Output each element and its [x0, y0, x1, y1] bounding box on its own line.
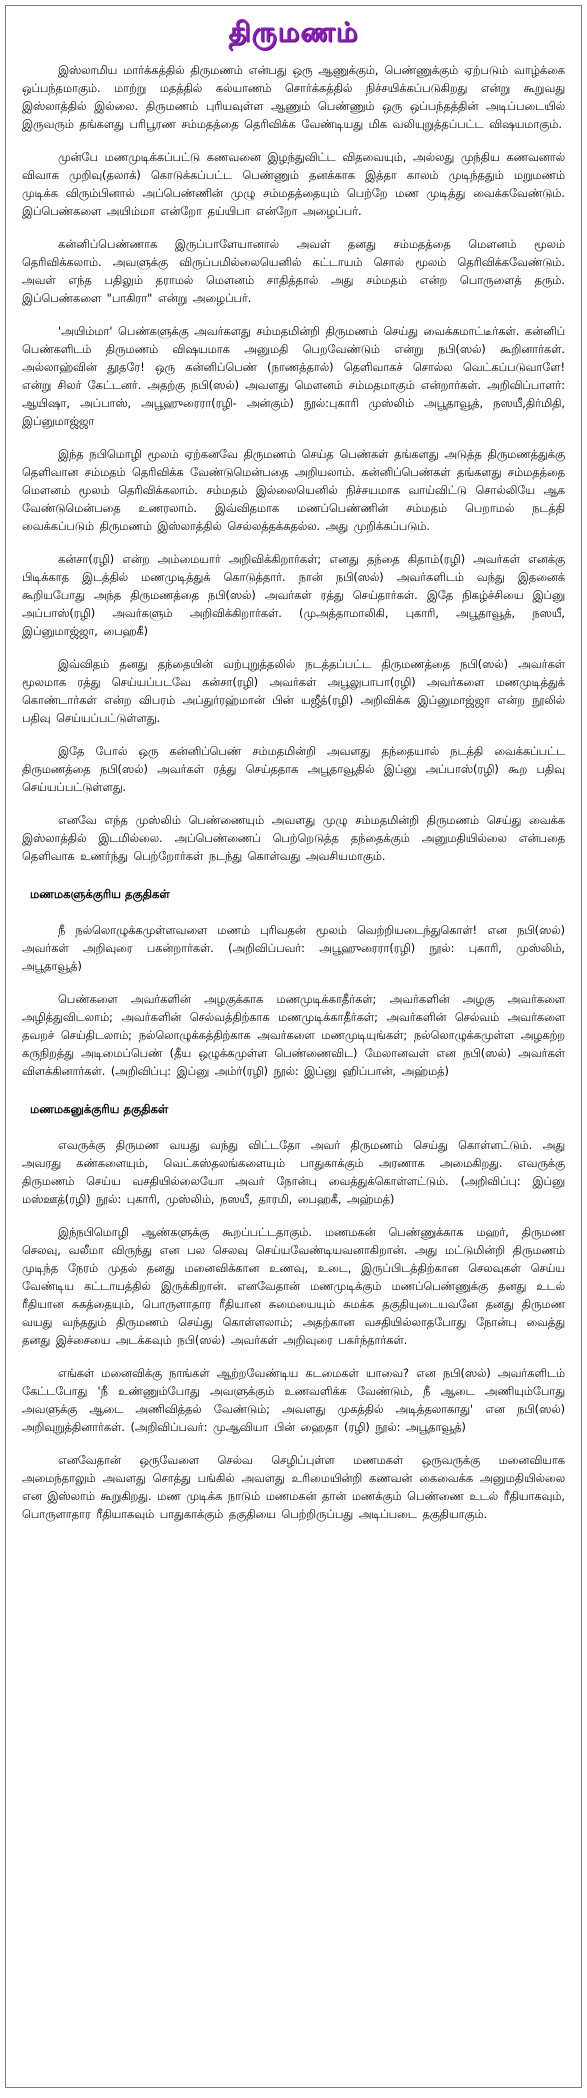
paragraph: பெண்களை அவர்களின் அழகுக்காக மணமுடிக்காதீர்கள்; அவர்களின் அழகு அவர்களை அழித்துவிடலாம்; அவர்களின் செல்வத்திற்காக மணமுடிக்காதீர்கள்; அவர்களின் செல்வம் அவர்களை தவறச் செய்திடலாம்; நல்லொழுக்கத்திற்காக அவர்களை மணமுடியுங்கள்; நல்லொழுக்கமுள்ள அழகற்ற கருநிறத்து அடிமைப்பெண் (தீய ஒழுக்கமுள்ள பெண்ணைவிட) மேலானவள் என நபி(ஸல்) அவர்கள் விளக்கினார்கள். (அறிவிப்பு: இப்னு அம்ர்(ரழி) நூல்: இப்னு ஹிப்பான், அஹ்மத்)	[22, 993, 565, 1078]
paragraph: கன்சா(ரழி) என்ற அம்மையார் அறிவிக்கிறார்கள்; எனது தந்தை கிதாம்(ரழி) அவர்கள் எனக்கு பிடிக்காத இடத்தில் மணமுடித்துக் கொடுத்தார். நான் நபி(ஸல்) அவர்களிடம் வந்து இதனைக் கூறியபோது அந்த திருமணத்தை நபி(ஸல்) அவர்கள் ரத்து செய்தார்கள். இதே நிகழ்ச்சியை இப்னு அப்பாஸ்(ரழி) அவர்களும் அறிவிக்கிறார்கள். (முஅத்தாமாலிகி, புகாரி, அபூதாவூத், நஸயீ, இப்னுமாஜ்ஜா, பைஹகீ)	[22, 553, 565, 638]
paragraph: கன்னிப்பெண்ணாக இருப்பாளேயானால் அவள் தனது சம்மதத்தை மௌனம் மூலம் தெரிவிக்கலாம். அவளுக்கு விருப்பமில்லையெனில் கட்டாயம் சொல் மூலம் தெரிவிக்கவேண்டும். அவள் எந்த பதிலும் தராமல் மௌனம் சாதித்தால் அது சம்மதம் என்ற பொருளைத் தரும். இப்பெண்களை "பாகிரா" என்று அழைப்பர்.	[22, 238, 565, 305]
section-intro	[22, 62, 565, 866]
page-title: திருமணம்	[228, 17, 359, 48]
section-heading: மணமகளுக்குரிய தகுதிகள்	[30, 887, 170, 901]
paragraph: எவருக்கு திருமண வயது வந்து விட்டதோ அவர் திருமணம் செய்து கொள்ளட்டும். அது அவரது கண்களையும், வெட்கஸ்தலங்களையும் பாதுகாக்கும் அரணாக அமைகிறது. எவருக்கு திருமணம் செய்ய வசதியில்லையோ அவர் நோன்பு வைத்துக்கொள்ளட்டும். (அறிவிப்பு: இப்னு மஸ்ஊத்(ரழி) நூல்: புகாரி, முஸ்லிம், நஸயீ, தாரமி, பைஹகீ, அஹ்மத்)	[22, 1139, 565, 1206]
paragraph: 'அயிம்மா' பெண்களுக்கு அவர்களது சம்மதமின்றி திருமணம் செய்து வைக்கமாட்டீர்கள். கன்னிப் பெண்களிடம் திருமணம் விஷயமாக அனுமதி பெறவேண்டும் என்று நபி(ஸல்) கூறினார்கள். அல்லாஹ்வின் தூதரே! ஒரு கன்னிப்பெண் (நாணத்தால்) தெளிவாகச் சொல்ல வெட்கப்படுவாளே! என்று சிலர் கேட்டனர். அதற்கு நபி(ஸல்) அவளது மௌனம் சம்மதமாகும் என்றார்கள். அறிவிப்பாளர்: ஆயிஷா, அப்பாஸ், அபூஹுரைரா(ரழி- அன்கும்) நூல்:புகாரி முஸ்லிம் அபூதாவூத், நஸயீ,திர்மிதி, இப்னுமாஜ்ஜா	[22, 325, 565, 428]
paragraph: எனவேதான் ஒருவேளை செல்வ செழிப்புள்ள மணமகள் ஒருவருக்கு மனைவியாக அமைந்தாலும் அவளது சொத்து பங்கில் அவளது உரிமையின்றி கணவன் கைவைக்க அனுமதியில்லை என இஸ்லாம் கூறுகிறது. மண முடிக்க நாடும் மணமகன் தான் மணக்கும் பெண்ணை உடல் ரீதியாகவும், பொருளாதார ரீதியாகவும் பாதுகாக்கும் தகுதியை பெற்றிருப்பது அடிப்படை தகுதியாகும்.	[22, 1454, 566, 1521]
section-groom-qualifications	[22, 1100, 565, 1524]
paragraph: இந்நபிமொழி ஆண்களுக்கு கூறப்பட்டதாகும். மணமகன் பெண்ணுக்காக மஹர், திருமண செலவு, வலீமா விருந்து என பல செலவு செய்யவேண்டியவனாகிறான். அது மட்டுமின்றி திருமணம் முடிந்த நேரம் முதல் தனது மனைவிக்கான உணவு, உடை, இருப்பிடத்திற்கான செலவுகள் செய்ய வேண்டிய கட்டாயத்தில் இருக்கிறான். எனவேதான் மணமுடிக்கும் மணப்பெண்ணுக்கு தனது உடல் ரீதியான சுகத்தையும், பொருளாதார ரீதியான சுமையையும் சுமக்க தகுதியுடையவனே தனது திருமண வயது வந்ததும் திருமணம் செய்து கொள்ளலாம்; அதற்கான வசதியில்லாதபோது நோன்பு வைத்து தனது இச்சையை அடக்கவும் நபி(ஸல்) அவர்கள் அறிவுரை பகர்ந்தார்கள்.	[22, 1226, 565, 1347]
section-bride-qualifications	[22, 885, 565, 1081]
paragraph: முன்பே மணமுடிக்கப்பட்டு கணவனை இழந்துவிட்ட விதவையும், அல்லது முந்திய கணவனால் விவாக முறிவு(தலாக்) கொடுக்கப்பட்ட பெண்ணும் தனக்காக இத்தா காலம் முடிந்ததும் மறுமணம் முடிக்க விரும்பினால் அப்பெண்ணின் முழு சம்மதத்தையும் பெற்றே மண முடித்து வைக்கவேண்டும். இப்பெண்களை அயிம்மா என்றோ தய்யிபா என்றோ அழைப்பர்.	[22, 151, 565, 218]
paragraph: எங்கள் மனைவிக்கு நாங்கள் ஆற்றவேண்டிய கடமைகள் யாவை? என நபி(ஸல்) அவர்களிடம் கேட்டபோது 'நீ உண்ணும்போது அவளுக்கும் உணவளிக்க வேண்டும், நீ ஆடை அணியும்போது அவளுக்கு ஆடை அணிவித்தல் வேண்டும்; அவளது முகத்தில் அடித்தலாகாது' என நபி(ஸல்) அறிவுறுத்தினார்கள். (அறிவிப்பவர்: முஆவியா பின் ஹைதா (ரழி) நூல்: அபூதாவூத்)	[22, 1367, 565, 1434]
paragraph: இதே போல் ஒரு கன்னிப்பெண் சம்மதமின்றி அவளது தந்தையால் நடத்தி வைக்கப்பட்ட திருமணத்தை நபி(ஸல்) அவர்கள் ரத்து செய்ததாக அபூதாவூதில் இப்னு அப்பாஸ்(ரழி) கூற பதிவு செய்யப்பட்டுள்ளது.	[22, 745, 565, 794]
article-page	[5, 5, 582, 2088]
paragraph: நீ நல்லொழுக்கமுள்ளவளை மணம் புரிவதன் மூலம் வெற்றியடைந்துகொள்! என நபி(ஸல்) அவர்கள் அறிவுரை பகன்றார்கள். (அறிவிப்பவர்: அபூஹுரைரா(ரழி) நூல்: புகாரி, முஸ்லிம், அபூதாவூத்)	[22, 924, 565, 973]
paragraph: இவ்விதம் தனது தந்தையின் வற்புறுத்தலில் நடத்தப்பட்ட திருமணத்தை நபி(ஸல்) அவர்கள் மூலமாக ரத்து செய்யப்படவே கன்சா(ரழி) அவர்கள் அபூலுபாபா(ரழி) அவர்களை மணமுடித்துக் கொண்டார்கள் என்ற விபரம் அப்துர்ரஹ்மான் பின் யஜீத்(ரழி) அறிவிக்க இப்னுமாஜ்ஜா என்ற நூலில் பதிவு செய்யப்பட்டுள்ளது.	[22, 658, 565, 725]
paragraph: இஸ்லாமிய மார்க்கத்தில் திருமணம் என்பது ஒரு ஆணுக்கும், பெண்ணுக்கும் ஏற்படும் வாழ்க்கை ஒப்பந்தமாகும். மாற்று மதத்தில் கல்யாணம் சொர்க்கத்தில் நிச்சயிக்கப்படுகிறது என்று கூறுவது இஸ்லாத்தில் இல்லை. திருமணம் புரியவுள்ள ஆணும் பெண்ணும் ஒரு ஒப்பந்தத்தின் அடிப்படையில் இருவரும் தங்களது பரிபூரண சம்மதத்தை தெரிவிக்க வேண்டியது மிக வலியுறுத்தப்பட்ட விஷயமாகும்.	[22, 64, 565, 131]
section-heading: மணமகனுக்குரிய தகுதிகள்	[30, 1102, 169, 1116]
paragraph: எனவே எந்த முஸ்லிம் பெண்ணையும் அவளது முழு சம்மதமின்றி திருமணம் செய்து வைக்க இஸ்லாத்தில் இடமில்லை. அப்பெண்ணைப் பெற்றெடுத்த தந்தைக்கும் அனுமதியில்லை என்பதை தெளிவாக உணர்ந்து பெற்றோர்கள் நடந்து கொள்வது அவசியமாகும்.	[22, 814, 565, 863]
paragraph: இந்த நபிமொழி மூலம் ஏற்கனவே திருமணம் செய்த பெண்கள் தங்களது அடுத்த திருமணத்துக்கு தெளிவான சம்மதம் தெரிவிக்க வேண்டுமென்பதை அறியலாம். கன்னிப்பெண்கள் தங்களது சம்மதத்தை மௌனம் மூலம் தெரிவிக்கலாம். சம்மதம் இல்லையெனில் நிச்சயமாக வாய்விட்டு சொல்லியே ஆக வேண்டுமென்பதை உணரலாம். இவ்விதமாக மணப்பெண்ணின் சம்மதம் பெறாமல் நடத்தி வைக்கப்படும் திருமணம் இஸ்லாத்தில் செல்லத்தக்கதல்ல. அது முறிக்கப்படும்.	[22, 448, 565, 533]
